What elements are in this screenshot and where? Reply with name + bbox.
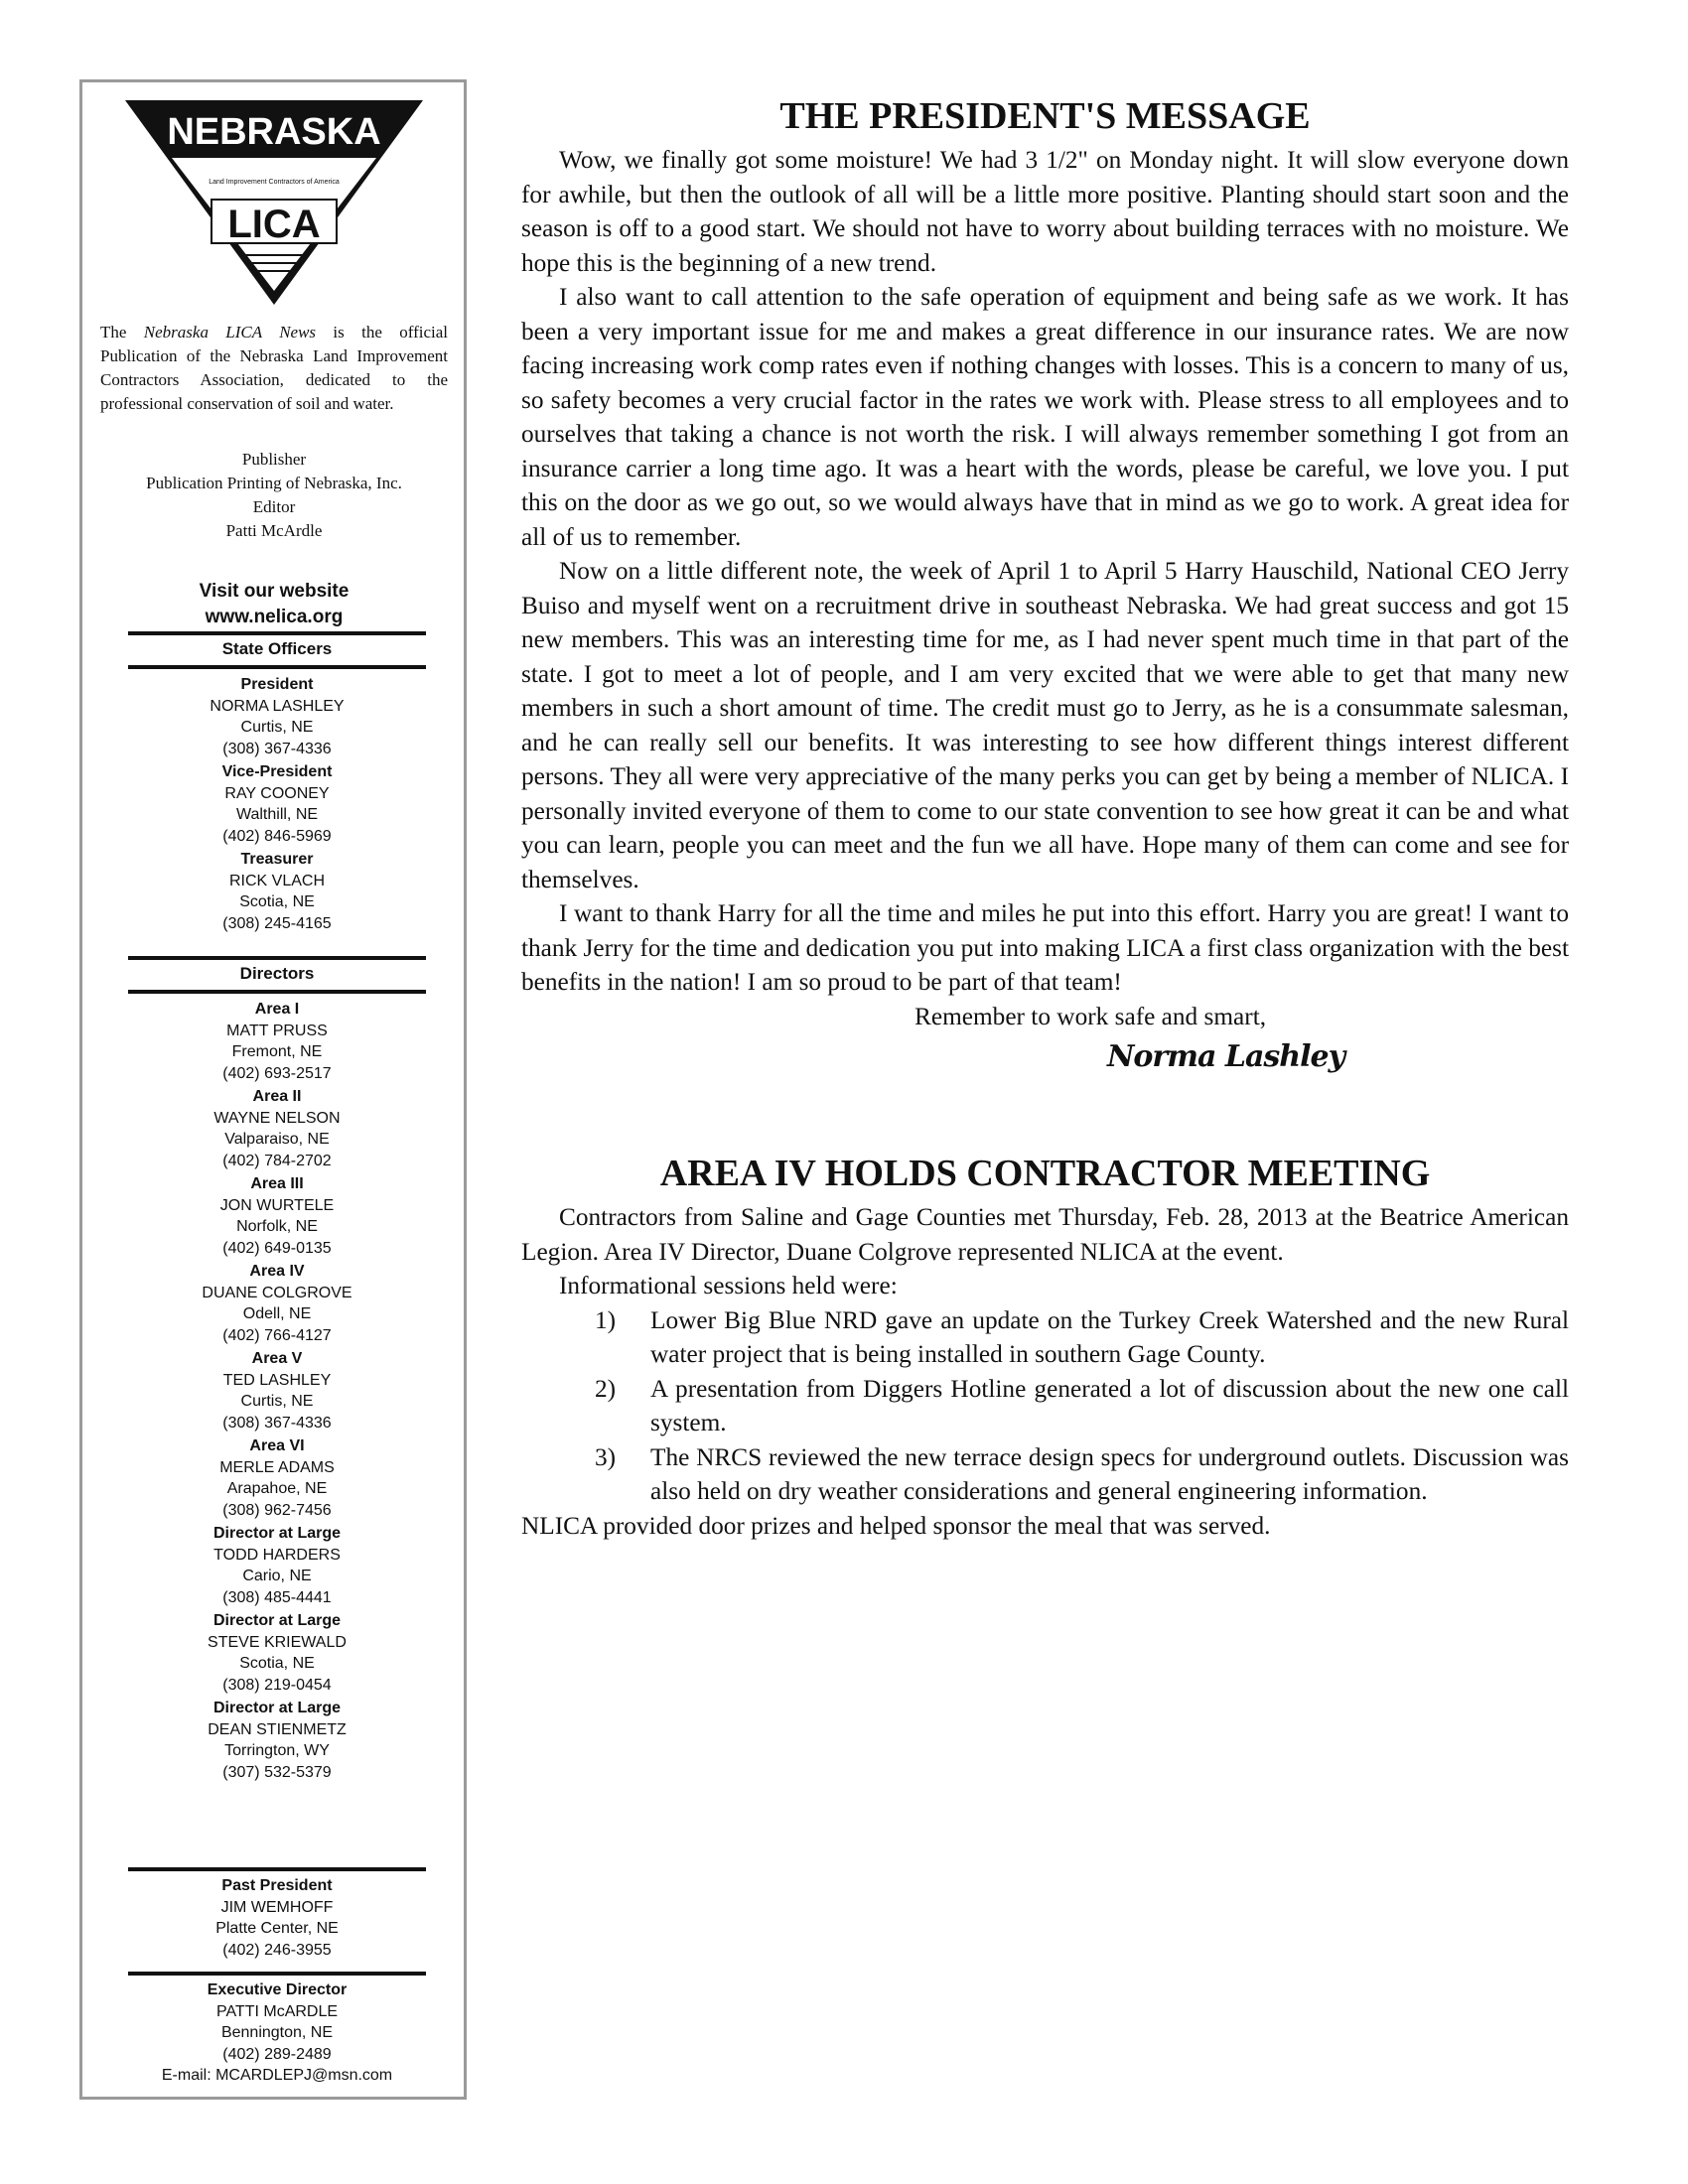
director-entry bbox=[128, 1173, 426, 1259]
director-name: WAYNE NELSON bbox=[213, 1109, 341, 1127]
past-president-block bbox=[128, 1875, 426, 1963]
director-entry bbox=[128, 1523, 426, 1608]
signature: Norma Lashley bbox=[1107, 1039, 1345, 1074]
closing-line: Remember to work safe and smart, bbox=[914, 1002, 1267, 1030]
publisher-label: Publisher bbox=[241, 450, 307, 469]
director-entry bbox=[128, 999, 426, 1084]
list-item bbox=[521, 1440, 1569, 1509]
director-city: Norfolk, NE bbox=[236, 1218, 318, 1235]
officer-city: Scotia, NE bbox=[239, 893, 315, 910]
director-phone: (402) 649-0135 bbox=[222, 1239, 332, 1257]
executive-director-city: Bennington, NE bbox=[220, 2024, 334, 2041]
executive-director-phone: (402) 289-2489 bbox=[222, 2045, 332, 2063]
director-role: Area IV bbox=[249, 1263, 305, 1280]
divider bbox=[128, 631, 426, 635]
executive-director-entry bbox=[128, 1979, 426, 2087]
director-role: Director at Large bbox=[212, 1612, 342, 1629]
list-item bbox=[521, 1372, 1569, 1440]
director-name: JON WURTELE bbox=[219, 1196, 335, 1214]
director-city: Curtis, NE bbox=[240, 1393, 314, 1410]
director-phone: (402) 766-4127 bbox=[222, 1326, 332, 1344]
divider bbox=[128, 956, 426, 960]
officer-city: Walthill, NE bbox=[235, 806, 319, 823]
director-entry bbox=[128, 1261, 426, 1346]
website-block bbox=[100, 579, 448, 630]
director-city: Cario, NE bbox=[242, 1568, 312, 1584]
paragraph: I also want to call attention to the safe operation of equipment and being safe as we work. It has been a very important issue for me and makes a great difference in our insurance rates. We are now facing increasing work comp rates even if nothing changes with losses. This is a concern to many of us, so safety becomes a very crucial factor in the rates we work with. Please stress to all employees and to ourselves that taking a chance is not worth the risk. I will always remember something I got from an insurance carrier a long time ago. It was a heart with the words, please be careful, we love you. I put this on the door as we go out, so we would always have that in mind as we go to work. A great idea for all of us to remember. bbox=[521, 283, 1569, 551]
divider bbox=[128, 1867, 426, 1871]
logo-top-text: NEBRASKA bbox=[167, 111, 381, 153]
publisher-name: Publication Printing of Nebraska, Inc. bbox=[146, 474, 402, 492]
executive-director-block bbox=[128, 1979, 426, 2089]
officer-role: Vice-President bbox=[221, 763, 333, 780]
divider bbox=[128, 1972, 426, 1976]
officer-entry bbox=[128, 761, 426, 847]
masthead-sidebar bbox=[79, 79, 467, 2100]
list-item bbox=[521, 1303, 1569, 1372]
paragraph: Contractors from Saline and Gage Counties met Thursday, Feb. 28, 2013 at the Beatrice American Legion. Area IV Director, Duane Colgrove represented NLICA at the event. bbox=[521, 1203, 1569, 1266]
director-role: Area III bbox=[250, 1175, 304, 1192]
director-city: Valparaiso, NE bbox=[224, 1131, 330, 1148]
nebraska-lica-logo bbox=[120, 92, 428, 313]
paragraph: Wow, we finally got some moisture! We had 3 1/2" on Monday night. It will slow everyone down for awhile, but then the outlook of all will be a little more positive. Planting should start soon and the season is off to a good start. We should not have to worry about building terraces with no moisture. We hope this is the beginning of a new trend. bbox=[521, 146, 1569, 277]
officer-name: NORMA LASHLEY bbox=[210, 697, 345, 715]
past-president-city: Platte Center, NE bbox=[215, 1920, 339, 1937]
closing-paragraph: NLICA provided door prizes and helped sponsor the meal that was served. bbox=[521, 1511, 1271, 1540]
logo-mid-text: LICA bbox=[227, 203, 321, 246]
director-entry bbox=[128, 1698, 426, 1783]
officer-role: President bbox=[240, 676, 314, 693]
director-city: Fremont, NE bbox=[231, 1043, 323, 1060]
divider bbox=[128, 665, 426, 669]
directors-heading: Directors bbox=[239, 964, 315, 983]
publisher-info bbox=[100, 448, 448, 543]
director-name: DUANE COLGROVE bbox=[202, 1284, 352, 1301]
directors-list bbox=[128, 999, 426, 1785]
director-city: Torrington, WY bbox=[224, 1742, 330, 1759]
intro-part-2: is the official Publication of the Nebraska Land Improvement Contractors Association, dedicated to the professional conservation of soil and water. bbox=[100, 323, 448, 413]
director-entry bbox=[128, 1348, 426, 1433]
director-role: Area II bbox=[252, 1088, 302, 1105]
director-role: Area VI bbox=[249, 1437, 305, 1454]
list-text: The NRCS reviewed the new terrace design specs for underground outlets. Discussion was also held on dry weather considerations and general engineering information. bbox=[650, 1442, 1569, 1505]
paragraph: I want to thank Harry for all the time and miles he put into this effort. Harry you are great! I want to thank Jerry for the time and dedication you put into making LICA a first class organization with the best benefits in the nation! I am so proud to be part of that team! bbox=[521, 899, 1569, 996]
director-entry bbox=[128, 1435, 426, 1521]
director-city: Odell, NE bbox=[242, 1305, 312, 1322]
past-president-name: JIM WEMHOFF bbox=[220, 1898, 334, 1916]
state-officers-list bbox=[128, 674, 426, 936]
director-phone: (402) 693-2517 bbox=[222, 1064, 332, 1082]
director-name: MERLE ADAMS bbox=[219, 1458, 335, 1476]
list-number: 2) bbox=[595, 1374, 617, 1403]
state-officers-heading: State Officers bbox=[221, 639, 333, 658]
list-number: 1) bbox=[595, 1305, 617, 1334]
past-president-phone: (402) 246-3955 bbox=[222, 1941, 332, 1959]
officer-entry bbox=[128, 849, 426, 934]
area-meeting-body bbox=[521, 1200, 1569, 1543]
logo-org-text: Land Improvement Contractors of America bbox=[209, 179, 340, 186]
executive-director-name: PATTI McARDLE bbox=[215, 2002, 339, 2020]
officer-name: RAY COONEY bbox=[224, 784, 330, 802]
website-label: Visit our website bbox=[199, 581, 350, 602]
director-phone: (308) 485-4441 bbox=[222, 1588, 332, 1606]
director-name: TODD HARDERS bbox=[213, 1546, 341, 1564]
intro-part-1: The bbox=[100, 323, 144, 341]
director-phone: (308) 367-4336 bbox=[222, 1414, 332, 1432]
officer-phone: (308) 245-4165 bbox=[222, 914, 332, 932]
sessions-label: Informational sessions held were: bbox=[559, 1272, 898, 1299]
sessions-list bbox=[521, 1303, 1569, 1509]
director-name: DEAN STIENMETZ bbox=[208, 1720, 347, 1738]
officer-entry bbox=[128, 674, 426, 759]
list-number: 3) bbox=[595, 1442, 617, 1471]
president-message-body bbox=[521, 143, 1569, 1000]
director-city: Arapahoe, NE bbox=[226, 1480, 328, 1497]
president-message-title: THE PRESIDENT'S MESSAGE bbox=[779, 95, 1311, 137]
director-entry bbox=[128, 1086, 426, 1171]
director-role: Area I bbox=[254, 1001, 300, 1018]
divider bbox=[128, 990, 426, 994]
officer-city: Curtis, NE bbox=[240, 719, 314, 736]
director-role: Area V bbox=[251, 1350, 303, 1367]
paragraph: Now on a little different note, the week of April 1 to April 5 Harry Hauschild, National CEO Jerry Buiso and myself went on a recruitment drive in southeast Nebraska. We had great success and got 15 new members. This was an interesting time for me, as I had never spent much time in that part of the state. I got to meet a lot of people, and I am very excited that we were able to get that many new members in such a short amount of time. The credit must go to Jerry, as he is a consummate salesman, and he can really sell our benefits. It was interesting to see how different things interest different persons. They all were very appreciative of the many perks you can get by being a member of NLICA. I personally invited everyone of them to come to our state convention to see how great it can be and what you can learn, people you can meet and the fun we all have. Hope many of them can come and see for themselves. bbox=[521, 557, 1569, 893]
executive-director-role: Executive Director bbox=[207, 1981, 348, 1998]
list-text: Lower Big Blue NRD gave an update on the Turkey Creek Watershed and the new Rural water project that is being installed in southern Gage County. bbox=[650, 1305, 1569, 1368]
editor-label: Editor bbox=[252, 497, 296, 516]
main-column bbox=[521, 89, 1569, 1543]
director-phone: (308) 219-0454 bbox=[222, 1676, 332, 1694]
director-name: MATT PRUSS bbox=[226, 1022, 328, 1039]
list-text: A presentation from Diggers Hotline generated a lot of discussion about the new one call system. bbox=[650, 1374, 1569, 1436]
director-city: Scotia, NE bbox=[239, 1655, 315, 1672]
publication-intro bbox=[100, 321, 448, 416]
director-entry bbox=[128, 1610, 426, 1696]
director-phone: (307) 532-5379 bbox=[222, 1763, 332, 1781]
director-name: TED LASHLEY bbox=[222, 1371, 332, 1389]
past-president-role: Past President bbox=[221, 1877, 333, 1894]
editor-name: Patti McArdle bbox=[225, 521, 323, 540]
publication-name: Nebraska LICA News bbox=[143, 323, 317, 341]
director-phone: (402) 784-2702 bbox=[222, 1152, 332, 1169]
officer-phone: (402) 846-5969 bbox=[222, 827, 332, 845]
past-president-entry bbox=[128, 1875, 426, 1961]
area-meeting-title: AREA IV HOLDS CONTRACTOR MEETING bbox=[659, 1153, 1431, 1194]
website-url[interactable]: www.nelica.org bbox=[205, 607, 344, 627]
director-name: STEVE KRIEWALD bbox=[208, 1633, 347, 1651]
director-role: Director at Large bbox=[212, 1525, 342, 1542]
officer-role: Treasurer bbox=[240, 851, 314, 868]
executive-director-email[interactable]: E-mail: MCARDLEPJ@msn.com bbox=[161, 2067, 393, 2084]
director-role: Director at Large bbox=[212, 1700, 342, 1716]
officer-name: RICK VLACH bbox=[228, 872, 326, 889]
officer-phone: (308) 367-4336 bbox=[222, 740, 332, 757]
director-phone: (308) 962-7456 bbox=[222, 1501, 332, 1519]
